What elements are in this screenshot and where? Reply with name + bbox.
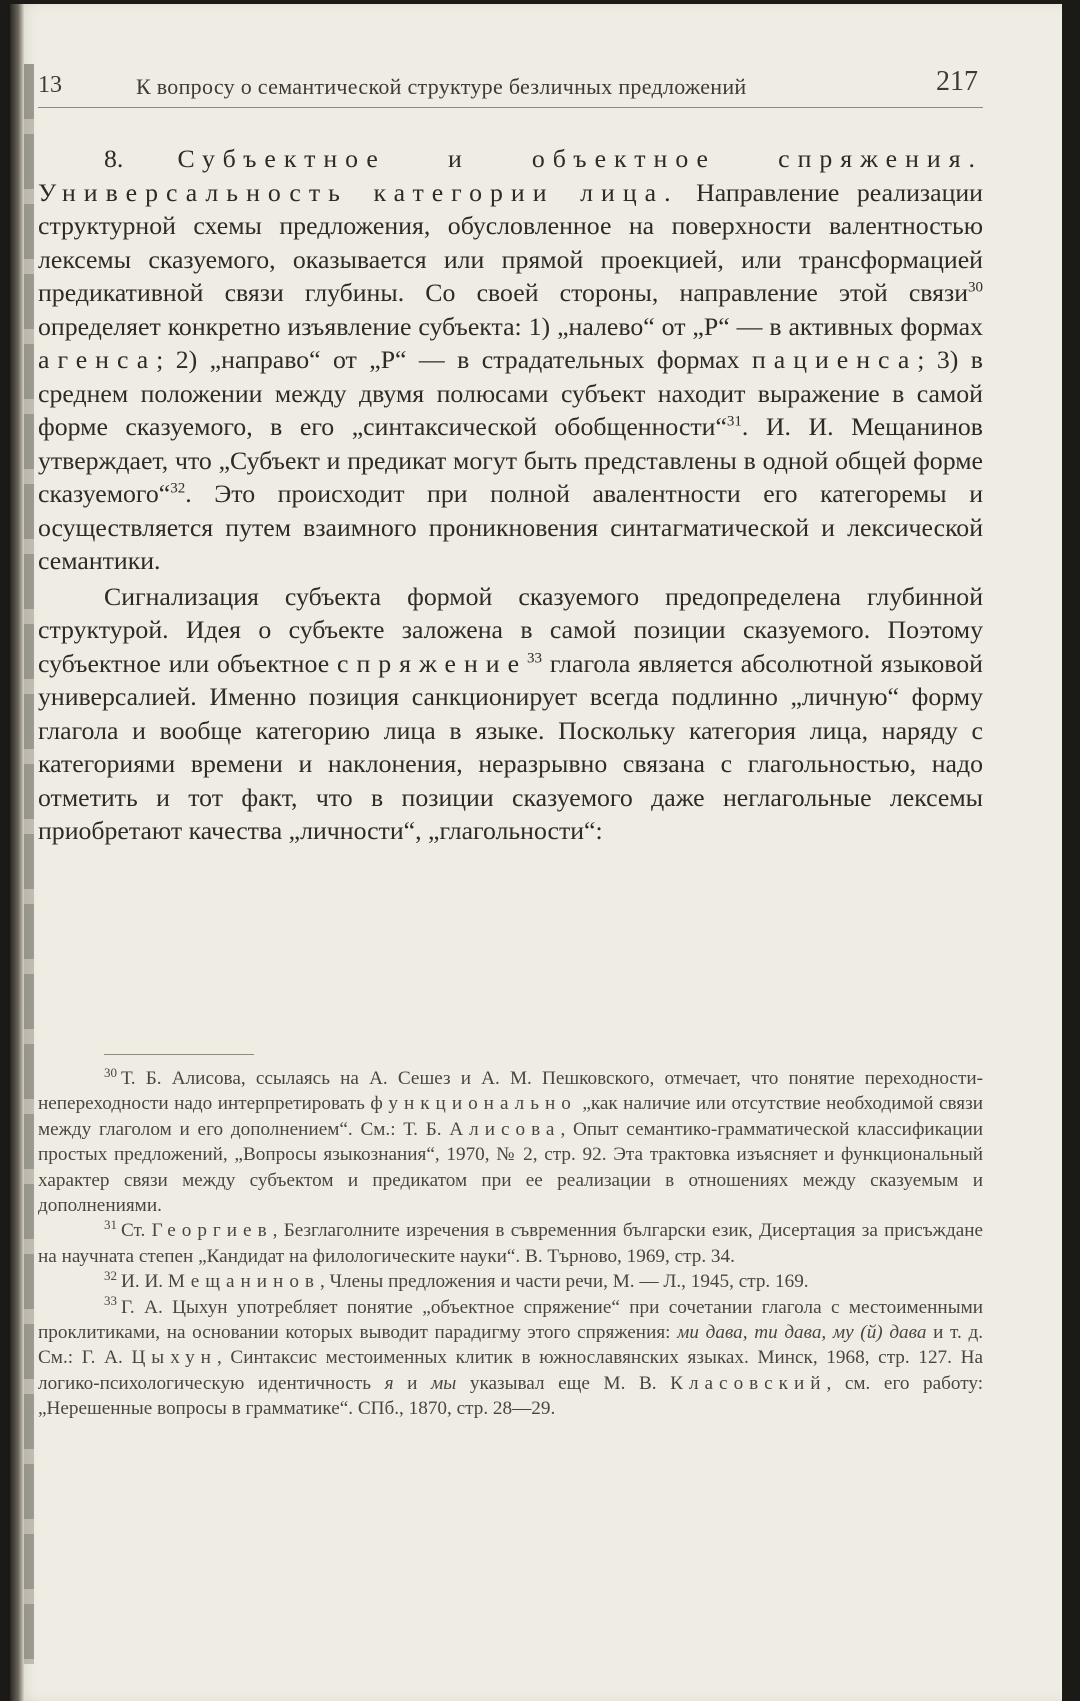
footnote-ref: 32 — [170, 480, 186, 497]
book-page — [10, 4, 1062, 1701]
footnote-33: $^{33}$ Г. А. Цыхун употребляет понятие „объектное спряжение“ при сочетании глагола с местоименными проклитиками, на основании которых выводит парадигму этого спряжения: ми дава, ти дава, му (й) дава и т. д. См.: Г. А. Цыхун, Синтаксис местоименных клитик в южнославянских языках. Минск, 1968, стр. 127. На логико-психологическую идентичность я и мы указывал еще М. В. Класовский, см. его работу: „Нерешенные вопросы в грамматике“. СПб., 1870, стр. 28—29. — [38, 1293, 984, 1420]
footnotes — [38, 1066, 983, 1422]
footnote-rule — [104, 1054, 254, 1055]
page-number: 217 — [936, 66, 978, 97]
header-left-number: 13 — [38, 72, 62, 98]
paragraph-1: 8. Субъектное и объектное спряжения. Универсальность категории лица. Направление реализации структурной схемы предложения, обусловленное на поверхности валентностью лексемы сказуемого, оказывается или прямой проекцией, или трансформацией предикативной связи глубины. Со своей стороны, направление этой связи$^{30}$ определяет конкретно изъявление субъекта: 1) „налево“ от „Р“ — в активных формах агенса; 2) „направо“ от „Р“ — в страдательных формах пациенса; 3) в среднем положении между двумя полюсами субъект находит выражение в самой форме сказуемого, в его „синтаксической обобщенности“$^{31}$. И. И. Мещанинов утверждает, что „Субъект и предикат могут быть представлены в одной общей форме сказуемого“$^{32}$. Это происходит при полной авалентности его категоремы и осуществляется путем взаимного проникновения синтагматической и лексической семантики. — [38, 144, 984, 575]
footnote-32: $^{32}$ И. И. Мещанинов, Члены предложения и части речи, М. — Л., 1945, стр. 169. — [104, 1267, 809, 1293]
header-rule — [38, 107, 983, 108]
paragraph-2: Сигнализация субъекта формой сказуемого предопределена глубинной структурой. Идея о субъекте заложена в самой позиции сказуемого. Поэтому субъектное или объектное спряжение$^{33}$ глагола является абсолютной языковой универсалией. Именно позиция санкционирует всегда подлинно „личную“ форму глагола и вообще категорию лица в языке. Поскольку категория лица, наряду с категориями времени и наклонения, неразрывно связана с глагольностью, надо отметить и тот факт, что в позиции сказуемого даже неглагольные лексемы приобретают качества „личности“, „глагольности“: — [38, 581, 983, 845]
footnote-30: $^{30}$ Т. Б. Алисова, ссылаясь на А. Сешез и А. М. Пешковского, отмечает, что понятие переходности-непереходности надо интерпретировать функционально „как наличие или отсутствие необходимой связи между глаголом и его дополнением“. См.: Т. Б. Алисова, Опыт семантико-грамматической классификации простых предложений, „Вопросы языкознания“, 1970, № 2, стр. 92. Эта трактовка изъясняет и функциональный характер связи между субъектом и предикатом при ее реализации в отношениях между сказуемым и дополнениями. — [38, 1064, 983, 1217]
page-edge-shadow — [10, 4, 24, 1701]
footnote-ref: 30 — [968, 279, 983, 296]
footnote-31: $^{31}$ Ст. Георгиев, Безглаголните изречения в съвременния български език, Дисертация за присъждане на научната степен „Кандидат на филологическите науки“. В. Търново, 1969, стр. 34. — [38, 1217, 984, 1267]
section-heading: Субъектное и объектное спряжения. Универсальность категории лица. — [38, 144, 984, 207]
footnote-ref: 33 — [527, 649, 543, 666]
running-title: К вопросу о семантической структуре безличных предложений — [136, 74, 747, 99]
footnote-ref: 31 — [726, 413, 742, 430]
binding-spine — [24, 64, 34, 1664]
running-header — [38, 66, 978, 106]
main-text — [38, 142, 983, 848]
